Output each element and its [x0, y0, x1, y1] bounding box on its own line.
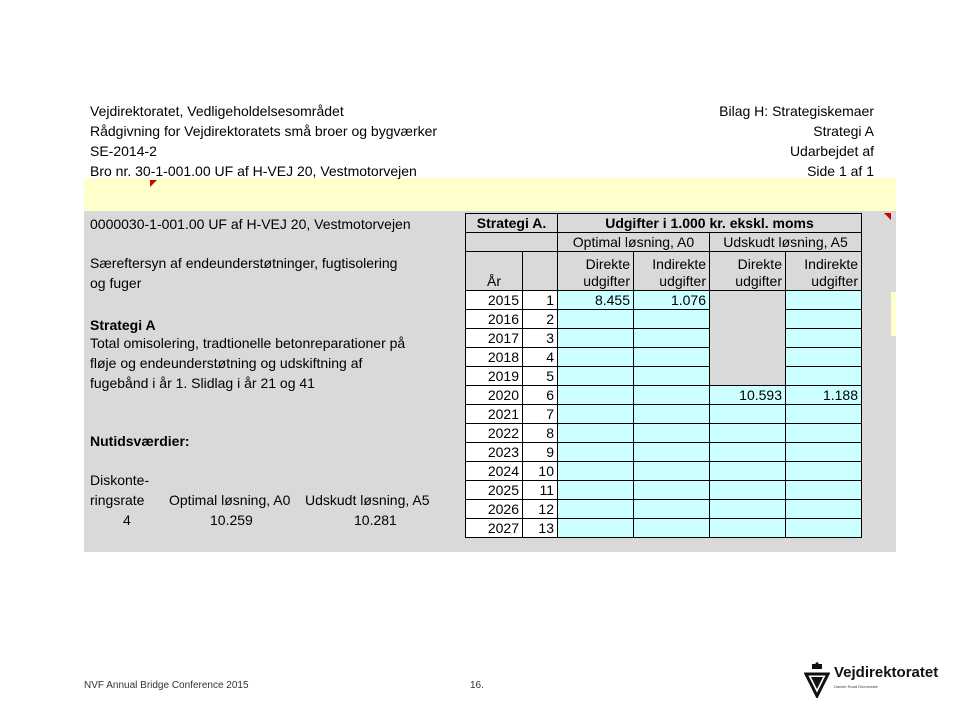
inspection-line-1: Særeftersyn af endeunderstøtninger, fugtisolering [90, 255, 398, 271]
table-row [466, 462, 862, 481]
direct-label-2: udgifter [735, 273, 782, 289]
sheet-header-band [84, 178, 896, 211]
postponed-header: Udskudt løsning, A5 [710, 233, 862, 252]
inspection-line-2: og fuger [90, 275, 142, 291]
a5-direct-cell[interactable] [710, 367, 786, 386]
bridge-id: 0000030-1-001.00 UF af H-VEJ 20, Vestmotorvejen [90, 216, 411, 232]
header-line-4: Bro nr. 30-1-001.00 UF af H-VEJ 20, Vestmotorvejen [90, 163, 417, 179]
a0-direct-cell[interactable] [558, 329, 634, 348]
postponed-label: Udskudt løsning, A5 [305, 492, 430, 508]
year-cell[interactable]: 2019 [466, 367, 523, 386]
a5-direct-cell[interactable] [710, 481, 786, 500]
direct-label-2: udgifter [583, 273, 630, 289]
a0-direct-cell[interactable] [558, 348, 634, 367]
table-row [466, 500, 862, 519]
a5-direct-cell[interactable] [710, 519, 786, 538]
a5-indirect-cell[interactable] [786, 462, 862, 481]
header-right-4: Side 1 af 1 [807, 163, 874, 179]
year-cell[interactable]: 2025 [466, 481, 523, 500]
table-row [466, 310, 862, 329]
year-index-cell[interactable]: 13 [523, 519, 558, 538]
a0-direct-cell[interactable] [558, 481, 634, 500]
spreadsheet-screenshot [84, 92, 896, 552]
header-line-1: Vejdirektoratet, Vedligeholdelsesområdet [90, 103, 344, 119]
a0-indirect-cell[interactable] [634, 519, 710, 538]
a0-indirect-cell[interactable] [634, 500, 710, 519]
a5-indirect-cell[interactable] [786, 310, 862, 329]
a5-indirect-header [786, 252, 862, 291]
header-right-3: Udarbejdet af [789, 143, 874, 159]
a5-indirect-cell[interactable] [786, 329, 862, 348]
a5-direct-cell[interactable] [710, 329, 786, 348]
year-index-cell[interactable]: 12 [523, 500, 558, 519]
header-line-3: SE-2014-2 [90, 143, 157, 159]
a0-indirect-cell[interactable] [634, 443, 710, 462]
table-row [466, 386, 862, 405]
a5-indirect-cell[interactable] [786, 367, 862, 386]
direct-label-1: Direkte [737, 256, 782, 272]
year-cell[interactable]: 2015 [466, 291, 523, 310]
comment-marker-icon [884, 213, 891, 220]
indirect-label-2: udgifter [659, 273, 706, 289]
a0-direct-cell[interactable] [558, 386, 634, 405]
a0-direct-cell[interactable] [558, 367, 634, 386]
table-title: Strategi A. [466, 214, 558, 233]
year-cell[interactable]: 2017 [466, 329, 523, 348]
a0-direct-cell[interactable] [558, 462, 634, 481]
strategy-table [465, 213, 862, 538]
indirect-label-2: udgifter [811, 273, 858, 289]
a5-direct-cell[interactable] [710, 424, 786, 443]
a5-direct-cell[interactable] [710, 500, 786, 519]
table-row [466, 348, 862, 367]
a0-direct-cell[interactable] [558, 405, 634, 424]
year-index-cell[interactable]: 3 [523, 329, 558, 348]
year-header: År [466, 252, 523, 291]
a0-indirect-cell[interactable] [634, 424, 710, 443]
strategy-line-2: fløje og endeunderstøtning og udskiftning af [90, 355, 363, 371]
a5-indirect-cell[interactable] [786, 424, 862, 443]
discount-rate-value: 4 [123, 512, 131, 528]
indirect-label-1: Indirekte [804, 256, 858, 272]
table-row [466, 424, 862, 443]
optimal-value: 10.259 [210, 512, 253, 528]
year-index-cell[interactable]: 4 [523, 348, 558, 367]
a0-direct-cell[interactable] [558, 424, 634, 443]
sheet-edge-band [891, 292, 896, 336]
strategy-line-1: Total omisolering, tradtionelle betonreparationer på [90, 335, 406, 351]
year-index-cell[interactable]: 6 [523, 386, 558, 405]
a0-direct-header [558, 252, 634, 291]
year-cell[interactable]: 2022 [466, 424, 523, 443]
logo-text: Vejdirektoratet [834, 664, 939, 681]
a0-direct-cell[interactable]: 8.455 [558, 291, 634, 310]
strategy-title: Strategi A [90, 317, 156, 333]
footer-page-number: 16. [470, 680, 484, 691]
present-values-title: Nutidsværdier: [90, 433, 190, 449]
year-index-cell[interactable]: 2 [523, 310, 558, 329]
table-row [466, 367, 862, 386]
year-cell[interactable]: 2024 [466, 462, 523, 481]
table-row [466, 481, 862, 500]
a0-indirect-header [634, 252, 710, 291]
a5-indirect-cell[interactable] [786, 519, 862, 538]
year-index-cell[interactable]: 11 [523, 481, 558, 500]
a0-indirect-cell[interactable] [634, 310, 710, 329]
year-cell[interactable]: 2018 [466, 348, 523, 367]
a5-indirect-cell[interactable] [786, 500, 862, 519]
optimal-label: Optimal løsning, A0 [169, 492, 291, 508]
a0-indirect-cell[interactable] [634, 405, 710, 424]
a0-indirect-cell[interactable] [634, 329, 710, 348]
header-right-1: Bilag H: Strategiskemaer [719, 103, 874, 119]
a0-indirect-cell[interactable] [634, 462, 710, 481]
year-index-cell[interactable]: 5 [523, 367, 558, 386]
a5-direct-cell[interactable]: 10.593 [710, 386, 786, 405]
indirect-label-1: Indirekte [652, 256, 706, 272]
header-right-2: Strategi A [813, 123, 874, 139]
comment-marker-icon [150, 180, 157, 187]
a0-direct-cell[interactable] [558, 519, 634, 538]
year-index-cell[interactable]: 7 [523, 405, 558, 424]
table-row [466, 519, 862, 538]
crown-logo-icon [804, 662, 830, 698]
a5-indirect-cell[interactable] [786, 405, 862, 424]
header-line-2: Rådgivning for Vejdirektoratets små broer og bygværker [90, 123, 438, 139]
a0-indirect-cell[interactable] [634, 386, 710, 405]
table-row [466, 291, 862, 310]
postponed-value: 10.281 [354, 512, 397, 528]
a5-indirect-cell[interactable]: 1.188 [786, 386, 862, 405]
year-cell[interactable]: 2016 [466, 310, 523, 329]
a0-indirect-cell[interactable] [634, 367, 710, 386]
expense-header: Udgifter i 1.000 kr. ekskl. moms [558, 214, 862, 233]
blank-cell [523, 252, 558, 291]
year-index-cell[interactable]: 10 [523, 462, 558, 481]
table-row [466, 405, 862, 424]
a5-direct-cell[interactable] [710, 310, 786, 329]
strategy-line-3: fugebånd i år 1. Slidlag i år 21 og 41 [90, 375, 315, 391]
year-cell[interactable]: 2021 [466, 405, 523, 424]
a5-direct-cell[interactable] [710, 348, 786, 367]
blank-cell [466, 233, 558, 252]
year-cell[interactable]: 2027 [466, 519, 523, 538]
a5-indirect-cell[interactable] [786, 291, 862, 310]
a5-direct-header [710, 252, 786, 291]
a5-indirect-cell[interactable] [786, 348, 862, 367]
a0-direct-cell[interactable] [558, 443, 634, 462]
optimal-header: Optimal løsning, A0 [558, 233, 710, 252]
footer-conference: NVF Annual Bridge Conference 2015 [84, 680, 249, 691]
a5-indirect-cell[interactable] [786, 481, 862, 500]
year-index-cell[interactable]: 8 [523, 424, 558, 443]
a0-direct-cell[interactable] [558, 310, 634, 329]
a5-indirect-cell[interactable] [786, 443, 862, 462]
year-cell[interactable]: 2026 [466, 500, 523, 519]
year-index-cell[interactable]: 9 [523, 443, 558, 462]
logo-subtitle: Danish Road Directorate [834, 684, 878, 689]
year-cell[interactable]: 2023 [466, 443, 523, 462]
a5-direct-cell[interactable] [710, 291, 786, 310]
discount-label-2: ringsrate [90, 492, 145, 508]
table-row [466, 443, 862, 462]
a0-indirect-cell[interactable]: 1.076 [634, 291, 710, 310]
year-index-cell[interactable]: 1 [523, 291, 558, 310]
year-cell[interactable]: 2020 [466, 386, 523, 405]
a5-direct-cell[interactable] [710, 443, 786, 462]
a0-direct-cell[interactable] [558, 500, 634, 519]
discount-label-1: Diskonte- [90, 472, 150, 488]
a0-indirect-cell[interactable] [634, 481, 710, 500]
table-row [466, 329, 862, 348]
a0-indirect-cell[interactable] [634, 348, 710, 367]
a5-direct-cell[interactable] [710, 462, 786, 481]
a5-direct-cell[interactable] [710, 405, 786, 424]
direct-label-1: Direkte [585, 256, 630, 272]
vejdirektoratet-logo [804, 662, 939, 702]
